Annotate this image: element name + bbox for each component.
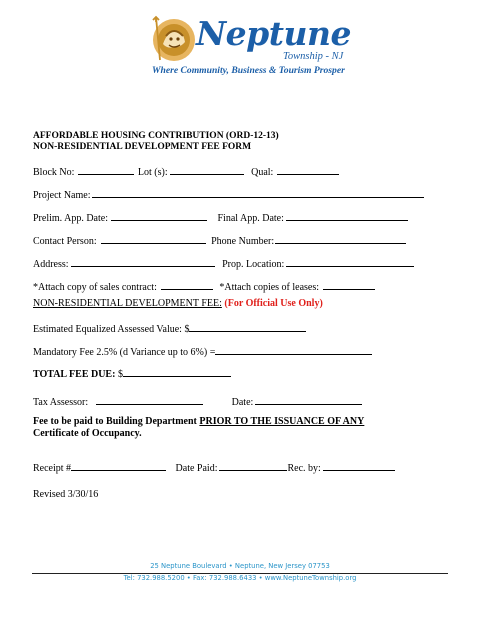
contact-row	[33, 233, 406, 248]
project-name-field[interactable]	[92, 187, 424, 198]
total-fee-row	[33, 366, 231, 381]
logo-subtitle: Township - NJ	[283, 51, 344, 62]
project-name-label: Project Name:	[33, 190, 91, 201]
form-title-line1: AFFORDABLE HOUSING CONTRIBUTION (ORD-12-13)	[33, 131, 279, 141]
date-paid-label: Date Paid:	[175, 463, 218, 474]
date-field[interactable]	[255, 394, 362, 405]
total-fee-dollar: $	[117, 369, 123, 380]
address-field[interactable]	[71, 256, 215, 267]
attachments-row	[33, 279, 375, 294]
attach-sales-field[interactable]	[161, 279, 213, 290]
payment-notice-text: Fee to be paid to Building Department	[33, 416, 200, 427]
attach-sales-label: *Attach copy of sales contract:	[33, 282, 157, 293]
mandatory-fee-row	[33, 344, 372, 359]
rec-by-field[interactable]	[323, 460, 395, 471]
assessed-value-field[interactable]	[189, 321, 306, 332]
block-label: Block No:	[33, 167, 75, 178]
attach-leases-label: *Attach copies of leases:	[219, 282, 320, 293]
logo-wordmark: Neptune	[196, 14, 351, 53]
lot-field[interactable]	[170, 164, 244, 175]
fee-heading-row	[33, 298, 323, 310]
payment-notice-emphasis: PRIOR TO THE ISSUANCE OF ANY	[199, 416, 365, 427]
date-paid-field[interactable]	[219, 460, 287, 471]
block-field[interactable]	[78, 164, 134, 175]
attach-leases-field[interactable]	[323, 279, 375, 290]
prop-location-label: Prop. Location:	[222, 259, 285, 270]
form-title-line2: NON-RESIDENTIAL DEVELOPMENT FEE FORM	[33, 142, 252, 152]
tax-assessor-label: Tax Assessor:	[33, 397, 89, 408]
payment-notice-line1	[33, 416, 364, 428]
fee-heading: NON-RESIDENTIAL DEVELOPMENT FEE:	[33, 298, 222, 309]
parcel-row	[33, 164, 339, 179]
contact-person-label: Contact Person:	[33, 236, 97, 247]
final-date-field[interactable]	[286, 210, 408, 221]
date-label: Date:	[231, 397, 254, 408]
lot-label: Lot (s):	[137, 167, 168, 178]
prop-location-field[interactable]	[286, 256, 414, 267]
phone-number-label: Phone Number:	[211, 236, 275, 247]
official-use-note: (For Official Use Only)	[224, 298, 323, 309]
footer-contact: Tel: 732.988.5200 • Fax: 732.988.6433 • www.NeptuneTownship.org	[123, 574, 357, 582]
prelim-date-field[interactable]	[111, 210, 207, 221]
footer-address: 25 Neptune Boulevard • Neptune, New Jersey 07753	[150, 562, 330, 570]
receipt-label: Receipt #	[33, 463, 72, 474]
tax-assessor-row	[33, 394, 362, 409]
qual-label: Qual:	[251, 167, 274, 178]
total-fee-label: TOTAL FEE DUE:	[33, 369, 116, 380]
logo-tagline: Where Community, Business & Tourism Prosper	[152, 65, 345, 76]
mandatory-fee-label: Mandatory Fee 2.5% (d Variance up to 6%) =	[33, 347, 216, 358]
address-row	[33, 256, 414, 271]
total-fee-field[interactable]	[123, 366, 231, 377]
revised-date: Revised 3/30/16	[33, 489, 99, 500]
assessed-value-label: Estimated Equalized Assessed Value: $	[33, 324, 190, 335]
phone-number-field[interactable]	[275, 233, 406, 244]
final-date-label: Final App. Date:	[217, 213, 284, 224]
qual-field[interactable]	[277, 164, 339, 175]
assessed-value-row	[33, 321, 306, 336]
receipt-row	[33, 460, 395, 475]
contact-person-field[interactable]	[101, 233, 206, 244]
payment-notice-line2: Certificate of Occupancy.	[33, 428, 142, 439]
receipt-field[interactable]	[71, 460, 166, 471]
project-name-row	[33, 187, 424, 202]
neptune-logo	[150, 14, 372, 80]
tax-assessor-field[interactable]	[96, 394, 203, 405]
prelim-date-label: Prelim. App. Date:	[33, 213, 108, 224]
address-label: Address:	[33, 259, 69, 270]
rec-by-label: Rec. by:	[287, 463, 321, 474]
app-dates-row	[33, 210, 408, 225]
mandatory-fee-field[interactable]	[215, 344, 372, 355]
